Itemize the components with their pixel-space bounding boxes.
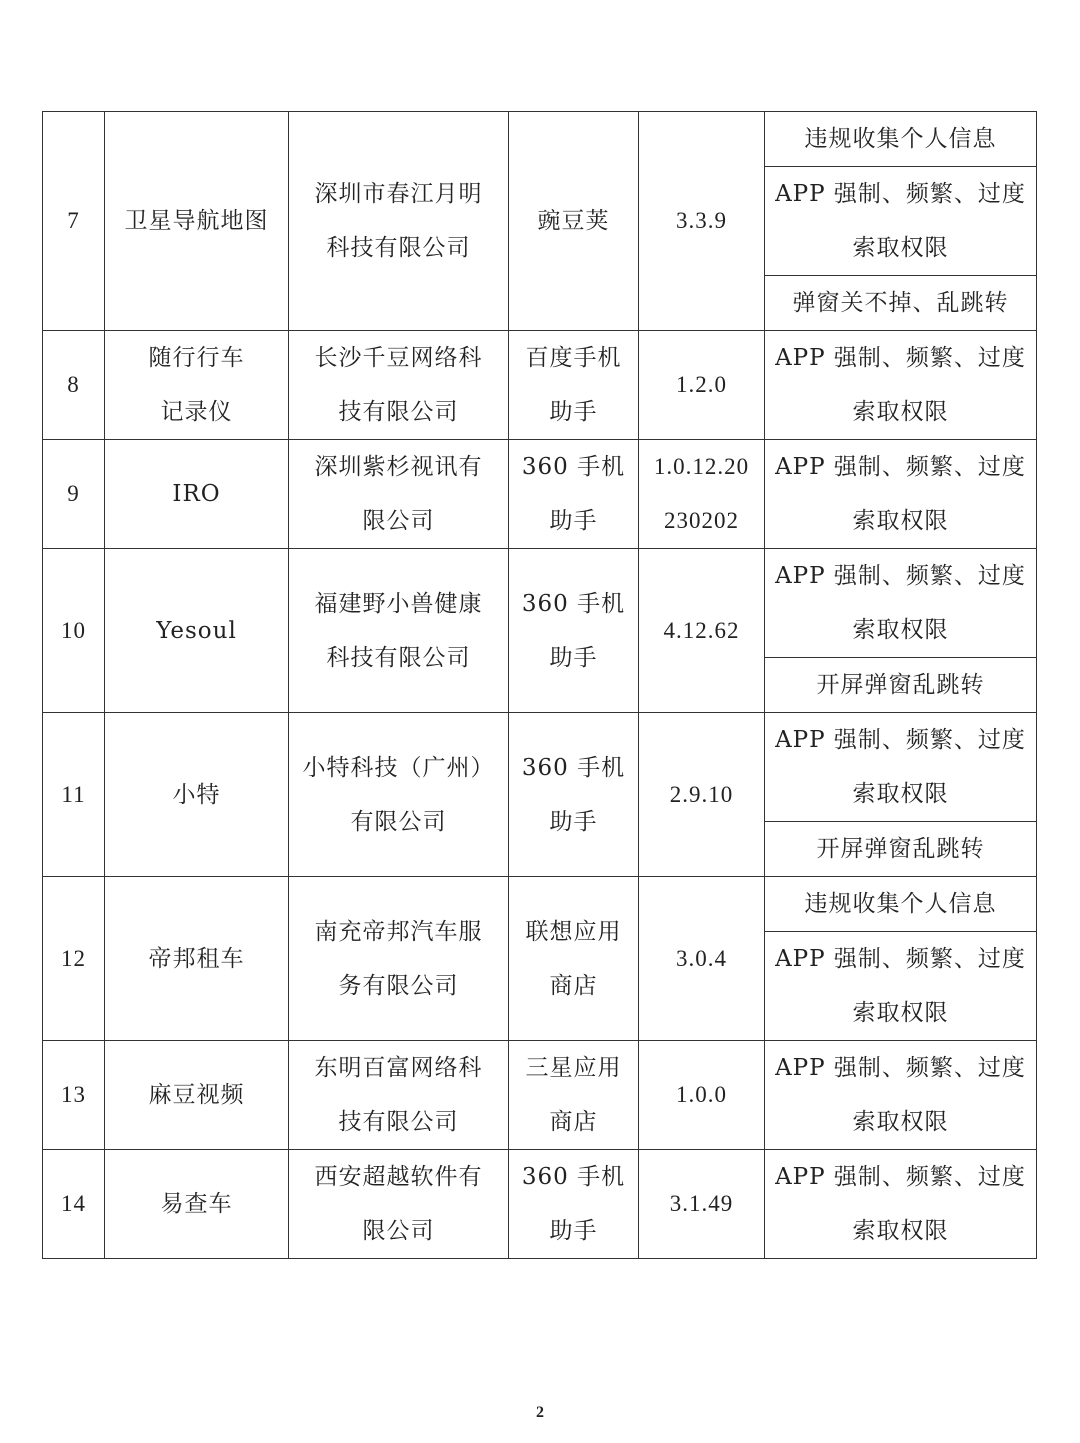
version-cell (639, 112, 765, 331)
company-cell-line: 科技有限公司 (326, 644, 471, 671)
app-name-cell (105, 112, 289, 331)
company-cell (289, 331, 509, 440)
issue-line: APP 强制、频繁、过度 (775, 563, 1026, 589)
company-cell-line: 深圳市春江月明 (314, 181, 483, 207)
issue-line: 开屏弹窗乱跳转 (816, 836, 985, 862)
seq-cell: 11 (43, 713, 105, 877)
version-cell-line: 3.1.49 (669, 1191, 734, 1216)
issue-cell (765, 276, 1037, 331)
issue-line: 索取权限 (852, 399, 949, 425)
store-cell-line: 360 手机 (521, 454, 626, 480)
issue-cell (765, 713, 1037, 822)
issue-cell (765, 331, 1037, 440)
store-cell-line: 助手 (549, 508, 598, 534)
app-name-cell-line: 麻豆视频 (148, 1082, 245, 1108)
store-cell (509, 877, 639, 1041)
issue-cell (765, 167, 1037, 276)
app-name-cell-line: 帝邦租车 (148, 945, 245, 972)
issue-cell (765, 440, 1037, 549)
issue-line: APP 强制、频繁、过度 (775, 454, 1026, 480)
store-cell-line: 助手 (549, 1218, 598, 1244)
company-cell (289, 1041, 509, 1150)
issue-cell (765, 1041, 1037, 1150)
issue-line: 违规收集个人信息 (804, 891, 997, 917)
version-cell-line: 4.12.62 (663, 617, 740, 643)
version-cell-line: 1.2.0 (676, 372, 727, 397)
store-cell-line: 360 手机 (521, 1164, 626, 1190)
issue-cell (765, 549, 1037, 658)
app-name-cell (105, 713, 289, 877)
store-cell-line: 助手 (549, 644, 598, 671)
issue-line: 索取权限 (852, 1218, 949, 1244)
table-row (43, 713, 1037, 822)
issue-line: 索取权限 (852, 1000, 949, 1026)
company-cell-line: 有限公司 (350, 808, 447, 835)
app-name-cell-line: 卫星导航地图 (124, 208, 269, 234)
app-name-cell (105, 440, 289, 549)
version-cell (639, 549, 765, 713)
seq-cell: 13 (43, 1041, 105, 1150)
company-cell-line: 长沙千豆网络科 (314, 345, 483, 371)
page-number: 2 (536, 1404, 544, 1421)
version-cell (639, 331, 765, 440)
company-cell-line: 技有限公司 (338, 1109, 459, 1135)
table-row (43, 1041, 1037, 1150)
app-name-cell-line: 记录仪 (160, 399, 233, 425)
table-row (43, 549, 1037, 658)
version-cell (639, 877, 765, 1041)
store-cell-line: 三星应用 (525, 1055, 622, 1081)
company-cell-line: 深圳紫杉视讯有 (314, 454, 483, 480)
company-cell-line: 南充帝邦汽车服 (314, 918, 483, 945)
app-violation-table (42, 111, 1037, 1259)
company-cell-line: 务有限公司 (338, 972, 459, 999)
issue-line: APP 强制、频繁、过度 (775, 1164, 1026, 1190)
store-cell (509, 1041, 639, 1150)
seq-cell: 12 (43, 877, 105, 1041)
table-row (43, 877, 1037, 932)
store-cell-line: 联想应用 (525, 918, 622, 945)
store-cell-line: 百度手机 (525, 345, 622, 371)
app-name-cell (105, 1041, 289, 1150)
app-name-cell-line: IRO (172, 481, 221, 507)
version-cell (639, 1150, 765, 1259)
issue-line: 违规收集个人信息 (804, 126, 997, 152)
app-name-cell (105, 331, 289, 440)
table-row (43, 1150, 1037, 1259)
version-cell-line: 230202 (664, 508, 739, 533)
issue-line: 索取权限 (852, 508, 949, 534)
issue-line: APP 强制、频繁、过度 (775, 181, 1026, 207)
company-cell (289, 112, 509, 331)
issue-line: 弹窗关不掉、乱跳转 (792, 290, 1009, 316)
company-cell-line: 技有限公司 (338, 399, 459, 425)
company-cell (289, 549, 509, 713)
issue-line: 开屏弹窗乱跳转 (816, 672, 985, 698)
company-cell-line: 限公司 (362, 508, 435, 534)
issue-line: APP 强制、频繁、过度 (775, 1055, 1026, 1081)
issue-line: 索取权限 (852, 1109, 949, 1135)
store-cell (509, 713, 639, 877)
store-cell-line: 助手 (549, 808, 598, 835)
company-cell-line: 科技有限公司 (326, 235, 471, 261)
app-name-cell-line: 易查车 (160, 1191, 233, 1217)
store-cell (509, 549, 639, 713)
issue-line: 索取权限 (852, 617, 949, 643)
company-cell-line: 福建野小兽健康 (314, 590, 483, 617)
issue-line: 索取权限 (852, 781, 949, 807)
store-cell (509, 331, 639, 440)
issue-cell (765, 877, 1037, 932)
issue-cell (765, 932, 1037, 1041)
company-cell (289, 713, 509, 877)
app-name-cell-line: Yesoul (156, 617, 237, 644)
company-cell (289, 877, 509, 1041)
company-cell-line: 小特科技（广州） (302, 754, 495, 781)
company-cell-line: 限公司 (362, 1218, 435, 1244)
issue-cell (765, 822, 1037, 877)
app-name-cell (105, 877, 289, 1041)
store-cell-line: 豌豆荚 (537, 208, 610, 234)
store-cell-line: 360 手机 (521, 590, 626, 617)
seq-cell: 10 (43, 549, 105, 713)
app-name-cell-line: 小特 (172, 781, 221, 808)
seq-cell: 7 (43, 112, 105, 331)
store-cell-line: 商店 (549, 1109, 598, 1135)
issue-cell (765, 112, 1037, 167)
company-cell-line: 东明百富网络科 (314, 1055, 483, 1081)
version-cell-line: 1.0.0 (676, 1082, 727, 1107)
company-cell (289, 440, 509, 549)
store-cell-line: 助手 (549, 399, 598, 425)
issue-line: 索取权限 (852, 235, 949, 261)
version-cell-line: 3.0.4 (676, 945, 727, 971)
version-cell (639, 440, 765, 549)
store-cell-line: 商店 (549, 972, 598, 999)
company-cell-line: 西安超越软件有 (314, 1164, 483, 1190)
app-name-cell (105, 1150, 289, 1259)
version-cell (639, 1041, 765, 1150)
table-body (43, 112, 1037, 1259)
issue-line: APP 强制、频繁、过度 (775, 727, 1026, 753)
version-cell-line: 2.9.10 (669, 781, 734, 807)
table-row (43, 440, 1037, 549)
app-name-cell-line: 随行行车 (148, 345, 245, 371)
version-cell (639, 713, 765, 877)
store-cell (509, 1150, 639, 1259)
company-cell (289, 1150, 509, 1259)
store-cell-line: 360 手机 (521, 754, 626, 781)
seq-cell: 14 (43, 1150, 105, 1259)
seq-cell: 8 (43, 331, 105, 440)
version-cell-line: 3.3.9 (676, 208, 727, 233)
issue-line: APP 强制、频繁、过度 (775, 946, 1026, 972)
store-cell (509, 440, 639, 549)
version-cell-line: 1.0.12.20 (653, 454, 750, 479)
table-row (43, 112, 1037, 167)
issue-cell (765, 658, 1037, 713)
issue-line: APP 强制、频繁、过度 (775, 345, 1026, 371)
issue-cell (765, 1150, 1037, 1259)
table-row (43, 331, 1037, 440)
app-name-cell (105, 549, 289, 713)
store-cell (509, 112, 639, 331)
seq-cell: 9 (43, 440, 105, 549)
